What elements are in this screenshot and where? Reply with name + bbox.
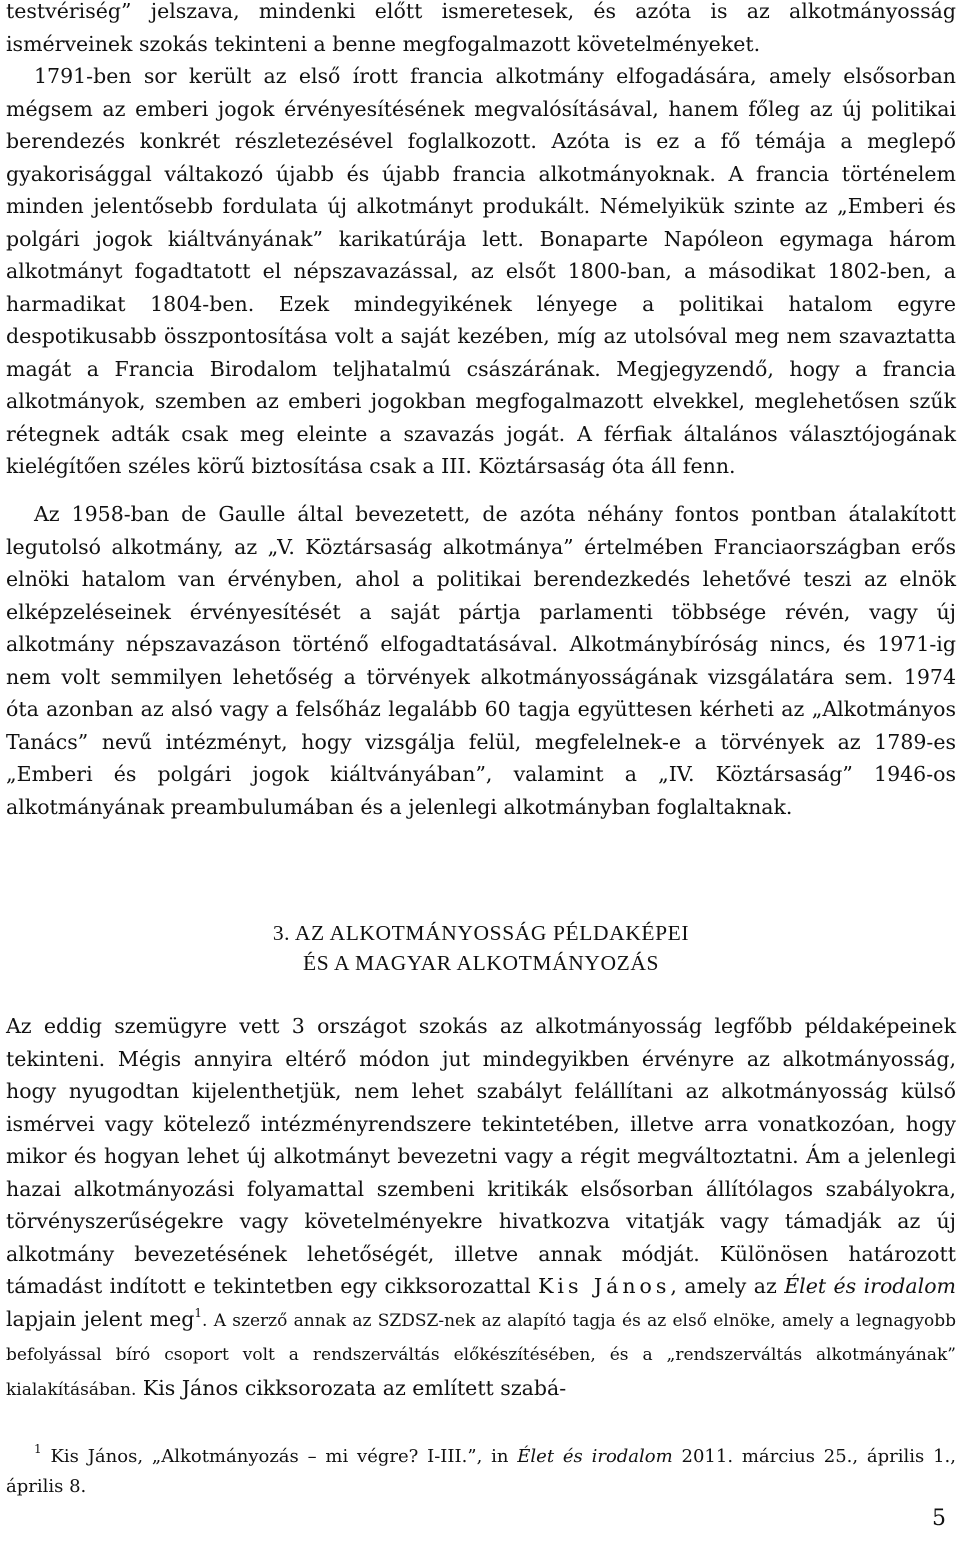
page-number: 5 (932, 1506, 946, 1531)
section-heading (6, 918, 956, 978)
footnote (6, 1442, 956, 1502)
paragraph-france-constitutions (6, 0, 956, 483)
paragraph-text-b: , amely az (670, 1274, 785, 1298)
paragraph-text-c: lapjain jelent meg (6, 1306, 195, 1331)
paragraph-models-of-constitutionality (6, 1010, 956, 1406)
paragraph-text-d: Kis János cikksorozata az említett szabá- (136, 1375, 567, 1400)
paragraph-1791: 1791-ben sor került az első írott francia alkotmány elfogadására, amely elsősorban mégsem az emberi jogok érvényesítésének megvalósításával, hanem főleg az új politikai berendezés konkrét részletezésével foglalkozott. Azóta is ez a fő témája a meglepő gyakorisággal váltakozó újabb és újabb francia alkotmányoknak. A francia történelem minden jelentősebb fordulata új alkotmányt produkált. Némelyikük szinte az „Emberi és polgári jogok kiáltványának” karikatúrája lett. Bonaparte Napóleon egymaga három alkotmányt fogadtatott el népszavazással, az elsőt 1800-ban, a másodikat 1802-ben, a harmadikat 1804-ben. Ezek mindegyikének lényege a politikai hatalom egyre despotikusabb összpontosítása volt a saját kezében, míg az utolsóval meg nem szavaztatta magát a Francia Birodalom teljhatalmú császárának. Megjegyzendő, hogy a francia alkotmányok, szemben az emberi jogokban megfogalmazott elvekkel, meglehetősen szűk rétegnek adták csak meg eleinte a szavazás jogát. A férfiak általános választójogának kielégítően széles körű biztosítása csak a III. Köztársaság óta áll fenn. (6, 64, 956, 478)
section-heading-line1: 3. AZ ALKOTMÁNYOSSÁG PÉLDAKÉPEI (272, 921, 690, 945)
footnote-journal-title: Élet és irodalom (517, 1446, 673, 1467)
paragraph-small-text: . A szerző annak az SZDSZ-nek az alapító tagja és az első elnöke, amely a legnagyobb befolyással bíró csoport volt a rendszerváltás előkészítésében, és a „rendszerváltás alkotmányának” kialakításában. (6, 1310, 956, 1400)
author-name-spaced: Kis János (538, 1274, 671, 1298)
paragraph-continuation: testvériség” jelszava, mindenki előtt ismeretesek, és azóta is az alkotmányosság ismérveinek szokás tekinteni a benne megfogalmazott követelményeket. (6, 0, 956, 56)
footnote-reference[interactable]: 1 (194, 1305, 203, 1320)
footnote-text-b: 2011. március 25., április 1., április 8. (6, 1446, 956, 1497)
paragraph-fifth-republic: Az 1958-ban de Gaulle által bevezetett, de azóta néhány fontos pontban átalakított legutolsó alkotmány, az „V. Köztársaság alkotmánya” értelmében Franciaországban erős elnöki hatalom van érvényben, ahol a politikai berendezkedés lehetővé teszi az elnök elképzeléseinek érvényesítését a saját pártja parlamenti többsége révén, vagy új alkotmány népszavazáson történő elfogadtatásával. Alkotmánybíróság nincs, és 1971-ig nem volt semmilyen lehetőség a törvények alkotmányosságának vizsgálatára sem. 1974 óta azonban az alsó vagy a felsőház legalább 60 tagja együttesen kérheti az „Alkotmányos Tanács” nevű intézményt, hogy vizsgálja felül, megfelelnek-e a törvények az 1789-es „Emberi és polgári jogok kiáltványában”, valamint a „IV. Köztársaság” 1946-os alkotmányának preambulumában és a jelenlegi alkotmányban foglaltaknak. (6, 502, 956, 819)
journal-title: Élet és irodalom (784, 1274, 956, 1298)
paragraph-text-a: Az eddig szemügyre vett 3 országot szokás az alkotmányosság legfőbb példaképeinek tekinteni. Mégis annyira eltérő módon jut mindegyikben érvényre az alkotmányosság, hogy nyugodtan kijelenthetjük, nem lehet szabályt felállítani az alkotmányosság külső ismérvei vagy kötelező intézményrendszere tekintetében, illetve arra vonatkozóan, hogy mikor és hogyan lehet új alkotmányt bevezetni vagy a régit megváltoztatni. Ám a jelenlegi hazai alkotmányozási folyamattal szembeni kritikák elsősorban állítólagos szabályokra, törvényszerűségekre vagy követelményekre hivatkozva vitatják vagy támadják az új alkotmány bevezetésének lehetőségét, illetve annak módját. Különösen határozott támadást indított e tekintetben egy cikksorozattal (6, 1014, 956, 1298)
footnote-text-a: Kis János, „Alkotmányozás – mi végre? I-III.”, in (41, 1446, 518, 1467)
section-heading-line2: ÉS A MAGYAR ALKOTMÁNYOZÁS (302, 951, 660, 975)
footnote-mark: 1 (34, 1442, 42, 1456)
